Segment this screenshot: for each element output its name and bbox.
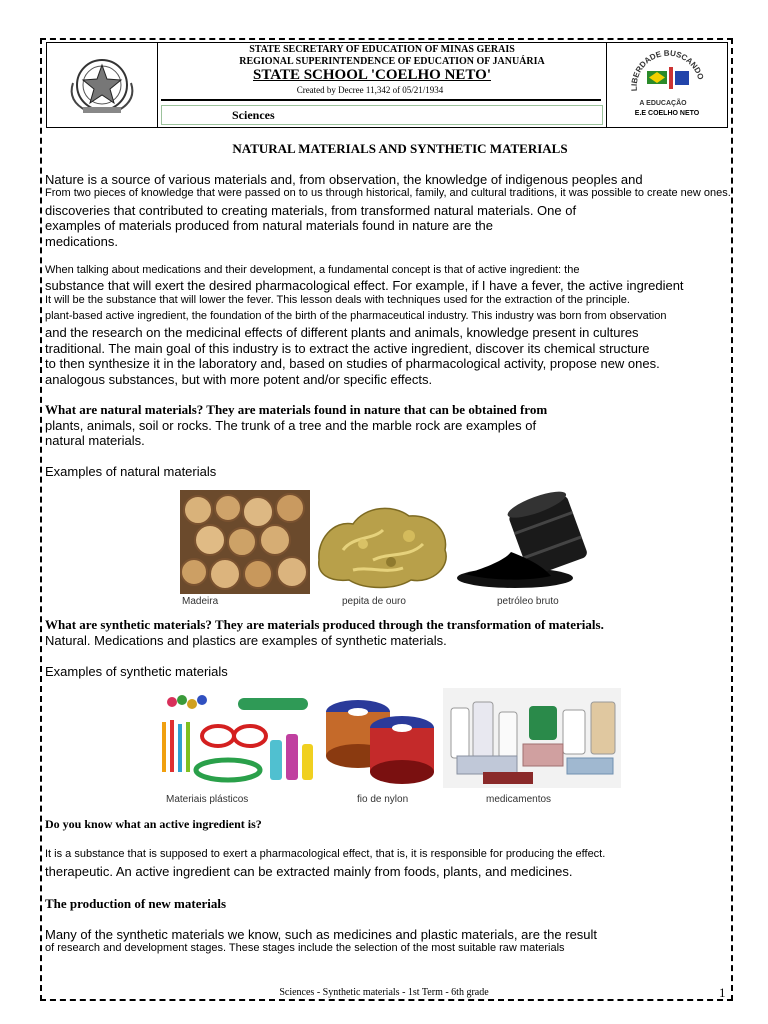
crude-oil-barrel-image [455, 490, 600, 594]
natural-caption: petróleo bruto [497, 596, 559, 607]
paragraph-1-line: From two pieces of knowledge that were passed on to us through historical, family, and cultural traditions, it was possible to create new ones. [45, 187, 731, 199]
crest-icon [47, 43, 157, 127]
svg-text:LIBERDADE BUSCANDO [630, 49, 706, 92]
subject-box [161, 105, 603, 125]
paragraph-2-line: to then synthesize it in the laboratory and, based on studies of pharmacological activity, propose new ones. [45, 356, 660, 371]
header-rule [161, 99, 601, 101]
gold-nugget-image [313, 500, 453, 592]
natural-examples-title: Examples of natural materials [45, 464, 217, 479]
active-question: Do you know what an active ingredient is? [45, 817, 262, 831]
logo-arc-text: LIBERDADE BUSCANDO [629, 48, 706, 92]
logo-name-text: E.E COELHO NETO [634, 110, 700, 117]
decree-text: Created by Decree 11,342 of 05/21/1934 [296, 85, 444, 95]
active-line: It is a substance that is supposed to exert a pharmacological effect, that is, it is responsible for producing the effect. [45, 848, 606, 860]
production-line: of research and development stages. These stages include the selection of the most suitable raw materials [45, 942, 565, 954]
logo-sub-text: A EDUCAÇÃO [639, 100, 687, 107]
synthetic-caption: Materiais plásticos [166, 794, 249, 805]
active-line: therapeutic. An active ingredient can be extracted mainly from foods, plants, and medicines. [45, 864, 573, 879]
production-heading: The production of new materials [45, 896, 227, 911]
paragraph-2-line: and the research on the medicinal effects of different plants and animals, knowledge present in cultures [45, 325, 639, 340]
plastic-materials-image [158, 688, 316, 788]
school-logo-icon [607, 43, 727, 127]
paragraph-2-line: traditional. The main goal of this industry is to extract the active ingredient, discover its chemical structure [45, 341, 650, 356]
paragraph-2-line: analogous substances, but with more potent and/or specific effects. [45, 372, 433, 387]
paragraph-2-line: When talking about medications and their development, a fundamental concept is that of active ingredient: the [45, 264, 580, 276]
paragraph-1-line: medications. [45, 234, 118, 249]
header-line-2: REGIONAL SUPERINTENDENCE OF EDUCATION OF JANUÁRIA [239, 56, 545, 67]
natural-line: plants, animals, soil or rocks. The trunk of a tree and the marble rock are examples of [45, 418, 537, 433]
paragraph-1-line: discoveries that contributed to creating materials, from transformed natural materials. One of [45, 203, 577, 218]
synthetic-caption: fio de nylon [357, 794, 409, 805]
paragraph-2-line: It will be the substance that will lower the fever. This lesson deals with techniques used for the extraction of the principle. [45, 294, 630, 306]
school-logo [606, 43, 727, 127]
production-line: Many of the synthetic materials we know, such as medicines and plastic materials, are the result [45, 927, 598, 942]
school-name: STATE SCHOOL 'COELHO NETO' [253, 67, 491, 83]
synthetic-examples-title: Examples of synthetic materials [45, 664, 228, 679]
synthetic-caption: medicamentos [486, 794, 552, 805]
natural-caption: Madeira [182, 596, 219, 607]
paragraph-1-line: Nature is a source of various materials and, from observation, the knowledge of indigenous peoples and [45, 172, 643, 187]
synthetic-question: What are synthetic materials? They are materials produced through the transformation of materials. [45, 617, 604, 632]
header-titles [157, 43, 607, 127]
nylon-thread-image [320, 690, 440, 786]
page-footer: Sciences - Synthetic materials - 1st Term - 6th grade [279, 987, 489, 998]
page-number: 1 [719, 985, 726, 1000]
paragraph-1-line: examples of materials produced from natural materials found in nature are the [45, 218, 494, 233]
header-line-1: STATE SECRETARY OF EDUCATION OF MINAS GERAIS [249, 44, 515, 55]
natural-line: natural materials. [45, 433, 145, 448]
medications-image [443, 688, 621, 788]
document-title: NATURAL MATERIALS AND SYNTHETIC MATERIALS [232, 141, 568, 156]
document-header [46, 42, 728, 128]
wood-logs-image [180, 490, 310, 594]
natural-caption: pepita de ouro [342, 596, 406, 607]
paragraph-2-line: substance that will exert the desired pharmacological effect. For example, if I have a fever, the active ingredient [45, 278, 684, 293]
synthetic-line: Natural. Medications and plastics are examples of synthetic materials. [45, 633, 447, 648]
state-crest [47, 43, 158, 127]
subject-label: Sciences [232, 108, 275, 122]
paragraph-2-line: plant-based active ingredient, the foundation of the birth of the pharmaceutical industry. This industry was born from observation [45, 310, 667, 322]
natural-question: What are natural materials? They are materials found in nature that can be obtained from [45, 402, 548, 417]
